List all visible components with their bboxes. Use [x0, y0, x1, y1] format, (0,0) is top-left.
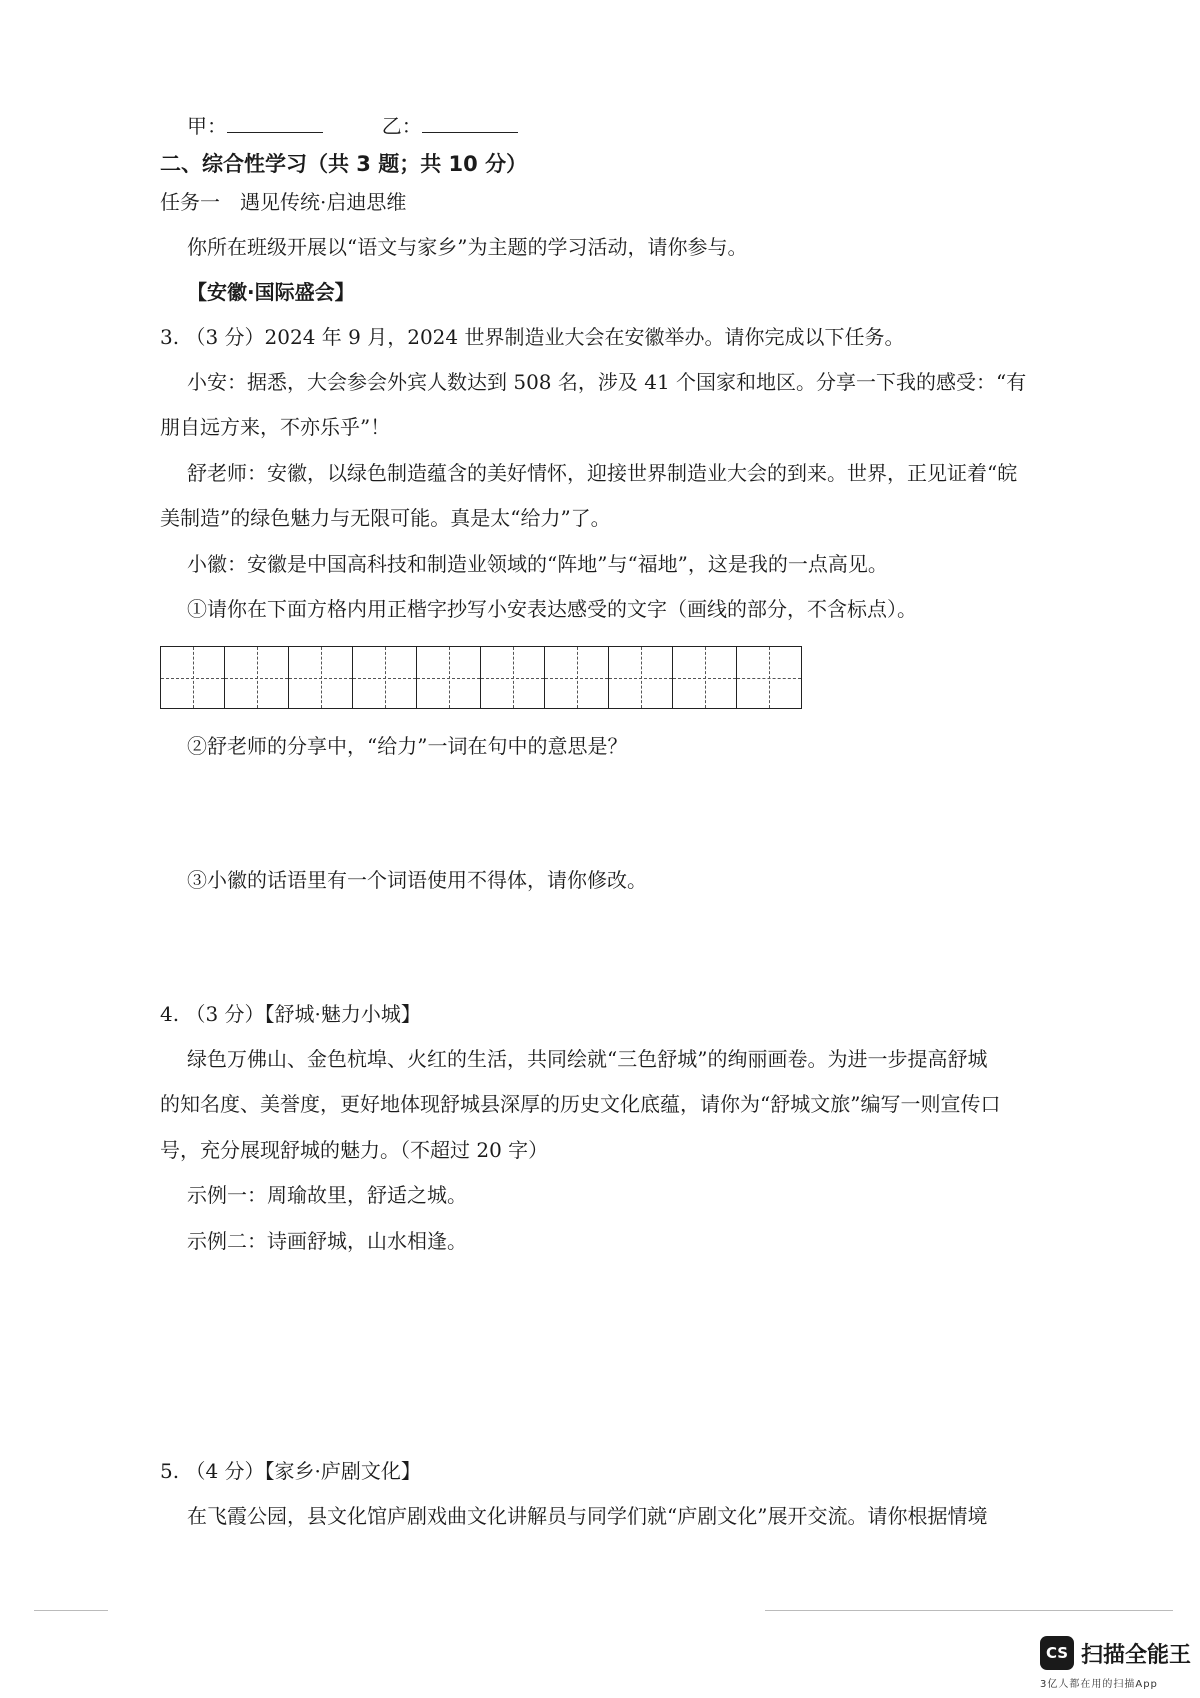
- scanner-brand: 扫描全能王: [1081, 1642, 1192, 1668]
- q4-example2: 示例二：诗画舒城，山水相逢。: [187, 1229, 467, 1253]
- task-one-heading: 任务一 遇见传统·启迪思维: [160, 190, 407, 214]
- grid-cell[interactable]: [161, 647, 225, 708]
- page-rule-right: [765, 1610, 1173, 1611]
- blank-label-yi: 乙：: [381, 114, 422, 138]
- grid-cell[interactable]: [609, 647, 673, 708]
- intro-text: 你所在班级开展以“语文与家乡”为主题的学习活动，请你参与。: [187, 235, 748, 259]
- blank-label-jia: 甲：: [187, 114, 227, 138]
- grid-cell[interactable]: [417, 647, 481, 708]
- answer-blanks-row: [187, 112, 518, 140]
- q4-stem: 4. （3 分）【舒城·魅力小城】: [160, 1002, 421, 1026]
- grid-cell[interactable]: [481, 647, 545, 708]
- q4-para-line1: 绿色万佛山、金色杭埠、火红的生活，共同绘就“三色舒城”的绚丽画卷。为进一步提高舒城: [187, 1047, 988, 1071]
- blank-yi[interactable]: [422, 112, 518, 133]
- q4-para-line2: 的知名度、美誉度，更好地体现舒城县深厚的历史文化底蕴，请你为“舒城文旅”编写一则宣传口: [160, 1092, 1001, 1116]
- writing-grid[interactable]: [160, 646, 802, 709]
- q3-sub1: ①请你在下面方格内用正楷字抄写小安表达感受的文字（画线的部分，不含标点）。: [187, 597, 917, 621]
- q5-stem: 5. （4 分）【家乡·庐剧文化】: [160, 1459, 421, 1483]
- q3-stem: 3. （3 分）2024 年 9 月，2024 世界制造业大会在安徽举办。请你完成以下任务。: [160, 325, 905, 349]
- subheading-anhui: 【安徽·国际盛会】: [187, 280, 355, 304]
- q5-para-line1: 在飞霞公园，县文化馆庐剧戏曲文化讲解员与同学们就“庐剧文化”展开交流。请你根据情境: [187, 1504, 988, 1528]
- blank-jia[interactable]: [227, 112, 323, 133]
- grid-cell[interactable]: [545, 647, 609, 708]
- grid-cell[interactable]: [737, 647, 801, 708]
- section-title: 二、综合性学习（共 3 题；共 10 分）: [160, 152, 528, 176]
- q3-xiaohui-line: 小徽：安徽是中国高科技和制造业领域的“阵地”与“福地”，这是我的一点高见。: [187, 552, 888, 576]
- grid-cell[interactable]: [353, 647, 417, 708]
- q3-teacher-line1: 舒老师：安徽，以绿色制造蕴含的美好情怀，迎接世界制造业大会的到来。世界，正见证着“皖: [187, 461, 1018, 485]
- q3-sub2: ②舒老师的分享中，“给力”一词在句中的意思是？: [187, 734, 628, 758]
- scanner-slogan: 3亿人都在用的扫描App: [1040, 1679, 1158, 1690]
- q4-example1: 示例一：周瑜故里，舒适之城。: [187, 1183, 467, 1207]
- grid-cell[interactable]: [225, 647, 289, 708]
- grid-cell[interactable]: [289, 647, 353, 708]
- q3-xiaoan-line1: 小安：据悉，大会参会外宾人数达到 508 名，涉及 41 个国家和地区。分享一下我的感受：“有: [187, 370, 1027, 394]
- q3-sub3: ③小徽的话语里有一个词语使用不得体，请你修改。: [187, 868, 647, 892]
- scanner-watermark: [1040, 1636, 1191, 1670]
- page-rule-left: [34, 1610, 108, 1611]
- scanner-logo-icon: CS: [1040, 1636, 1074, 1670]
- grid-cell[interactable]: [673, 647, 737, 708]
- q4-para-line3: 号，充分展现舒城的魅力。（不超过 20 字）: [160, 1138, 549, 1162]
- q3-teacher-line2: 美制造”的绿色魅力与无限可能。真是太“给力”了。: [160, 506, 611, 530]
- q3-xiaoan-line2: 朋自远方来，不亦乐乎”！: [160, 415, 391, 439]
